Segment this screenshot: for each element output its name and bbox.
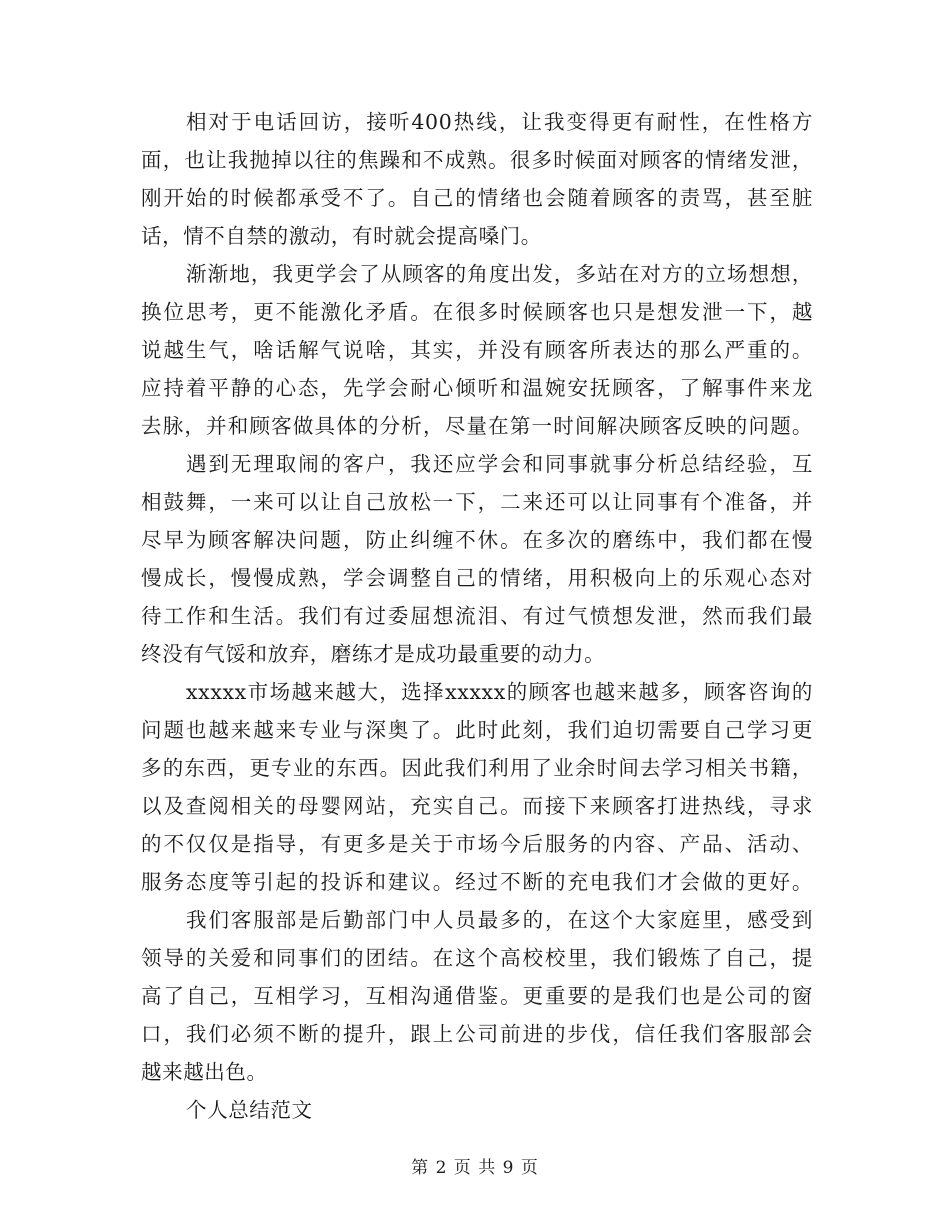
text-line: 待工作和生活。我们有过委屈想流泪、有过气愤想发泄，然而我们最 bbox=[141, 604, 813, 628]
text-line: 多的东西，更专业的东西。因此我们利用了业余时间去学习相关书籍， bbox=[141, 756, 813, 780]
text-line: 话，情不自禁的激动，有时就会提高嗓门。 bbox=[141, 224, 542, 248]
paragraph-4 bbox=[141, 673, 813, 901]
section-heading: 个人总结范文 bbox=[186, 1098, 313, 1122]
paragraph-2 bbox=[141, 255, 813, 445]
text-line: 口，我们必须不断的提升，跟上公司前进的步伐，信任我们客服部会 bbox=[141, 1022, 813, 1046]
text-line: 面，也让我抛掉以往的焦躁和不成熟。很多时候面对顾客的情绪发泄， bbox=[141, 148, 813, 172]
paragraph-3 bbox=[141, 445, 813, 673]
section-heading-block bbox=[141, 1091, 813, 1129]
text-line: 的不仅仅是指导，有更多是关于市场今后服务的内容、产品、活动、 bbox=[141, 832, 813, 856]
text-line: 以及查阅相关的母婴网站，充实自己。而接下来顾客打进热线，寻求 bbox=[141, 794, 813, 818]
text-line: 我们客服部是后勤部门中人员最多的，在这个大家庭里，感受到 bbox=[186, 908, 813, 932]
text-line: 渐渐地，我更学会了从顾客的角度出发，多站在对方的立场想想， bbox=[186, 262, 813, 286]
page-number-footer: 第 2 页 共 9 页 bbox=[411, 1158, 539, 1178]
text-line: 换位思考，更不能激化矛盾。在很多时候顾客也只是想发泄一下，越 bbox=[141, 300, 813, 324]
text-line: 相鼓舞，一来可以让自己放松一下，二来还可以让同事有个准备，并 bbox=[141, 490, 813, 514]
text-line: 问题也越来越来专业与深奥了。此时此刻，我们迫切需要自己学习更 bbox=[141, 718, 813, 742]
text-line: 尽早为顾客解决问题，防止纠缠不休。在多次的磨练中，我们都在慢 bbox=[141, 528, 813, 552]
text-line: 说越生气，啥话解气说啥，其实，并没有顾客所表达的那么严重的。 bbox=[141, 338, 813, 362]
text-line: 高了自己，互相学习，互相沟通借鉴。更重要的是我们也是公司的窗 bbox=[141, 984, 813, 1008]
paragraph-5 bbox=[141, 901, 813, 1091]
text-line: 终没有气馁和放弃，磨练才是成功最重要的动力。 bbox=[141, 642, 606, 666]
text-line: 领导的关爱和同事们的团结。在这个高校校里，我们锻炼了自己，提 bbox=[141, 946, 813, 970]
text-line: 应持着平静的心态，先学会耐心倾听和温婉安抚顾客，了解事件来龙 bbox=[141, 376, 813, 400]
text-line: 慢成长，慢慢成熟，学会调整自己的情绪，用积极向上的乐观心态对 bbox=[141, 566, 813, 590]
text-line: 去脉，并和顾客做具体的分析，尽量在第一时间解决顾客反映的问题。 bbox=[141, 414, 813, 438]
document-body bbox=[141, 103, 813, 1129]
text-line: 刚开始的时候都承受不了。自己的情绪也会随着顾客的责骂，甚至脏 bbox=[141, 186, 813, 210]
text-line: 相对于电话回访，接听400热线，让我变得更有耐性，在性格方 bbox=[186, 110, 813, 134]
text-line: 服务态度等引起的投诉和建议。经过不断的充电我们才会做的更好。 bbox=[141, 870, 813, 894]
text-line: 遇到无理取闹的客户，我还应学会和同事就事分析总结经验，互 bbox=[186, 452, 813, 476]
text-line: xxxxx市场越来越大，选择xxxxx的顾客也越来越多，顾客咨询的 bbox=[186, 680, 813, 704]
paragraph-1 bbox=[141, 103, 813, 255]
text-line: 越来越出色。 bbox=[141, 1060, 268, 1084]
